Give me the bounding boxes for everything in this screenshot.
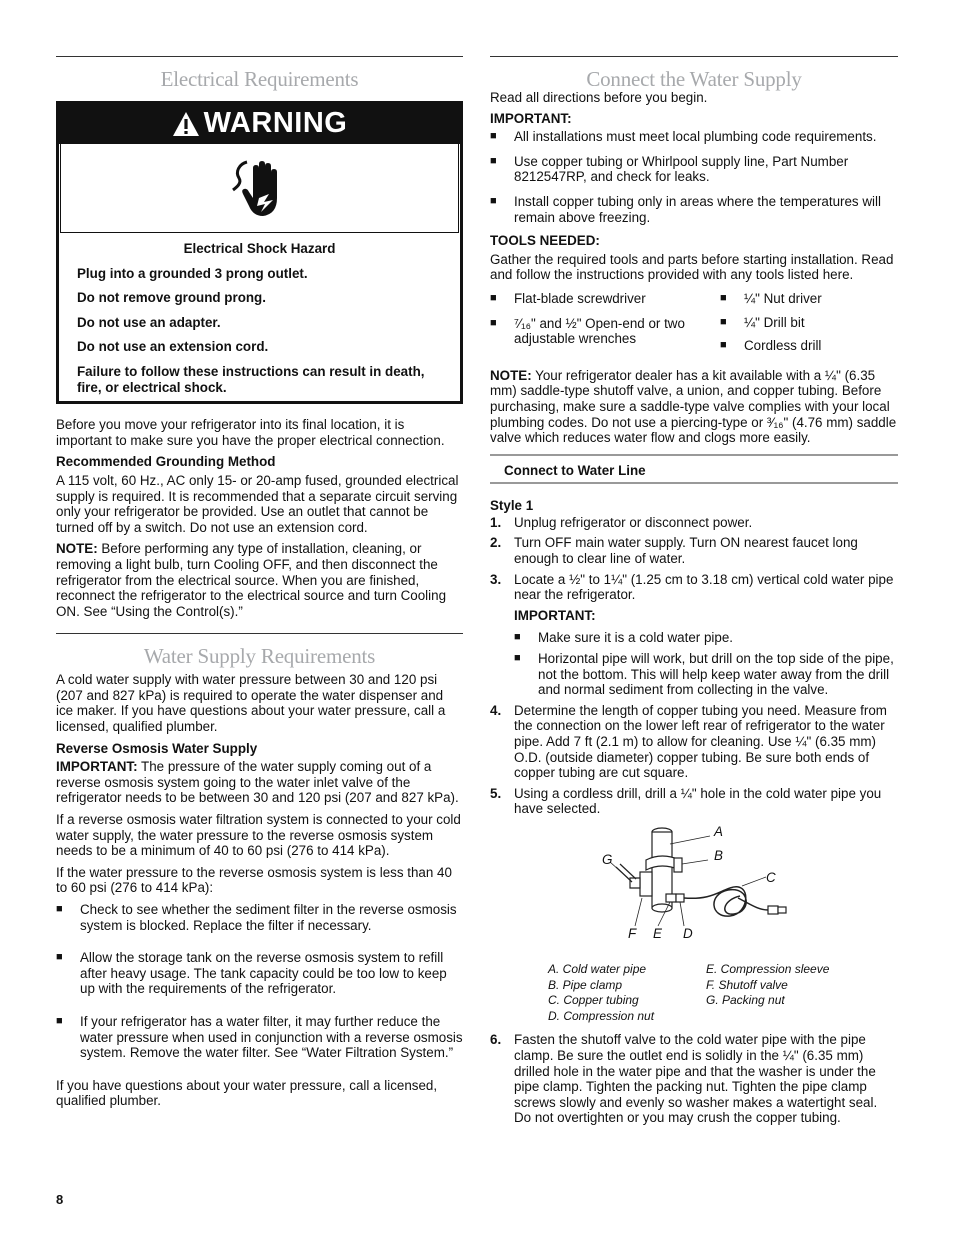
ro-important xyxy=(56,759,463,806)
important-label: IMPORTANT: xyxy=(490,110,572,126)
list-item: ■ ⁷⁄₁₆" and ½" Open-end or two adjustable wrenches xyxy=(490,316,720,347)
step-text: Fasten the shutoff valve to the cold water pipe with the pipe clamp. Be sure the outlet end is solidly in the ¼" (6.35 mm) drilled hole in the water pipe and that the washer is under the pipe clamp. Tighten the packing nut. Tighten the pipe clamp screws slowly and evenly so washer makes a watertight seal. Do not overtighten or you may crush the copper tubing. xyxy=(514,1032,878,1126)
legend-item: F. Shutoff valve xyxy=(706,977,788,992)
grounding-text: A 115 volt, 60 Hz., AC only 15- or 20-amp fused, grounded electrical supply is required. It is recommended that a separate circuit serving only your refrigerator be provided. Use an outlet that cannot be turned off by a switch. Do not use an extension cord. xyxy=(56,472,459,535)
connect-intro: Read all directions before you begin. xyxy=(490,90,708,105)
list-item: ■ All installations must meet local plumbing code requirements. xyxy=(490,129,898,145)
tools-intro: Gather the required tools and parts before starting installation. Read and follow the instructions provided with any tools listed here. xyxy=(490,251,894,283)
left-column xyxy=(56,56,463,1115)
diagram-legend xyxy=(548,962,898,1024)
water-supply-intro: A cold water supply with water pressure between 30 and 120 psi (207 and 827 kPa) is required to operate the water dispenser and ice maker. If you have questions about your water pressure, call a licensed, qualified plumber. xyxy=(56,672,446,735)
electrical-requirements-title: Electrical Requirements xyxy=(160,67,359,91)
diagram-label-a: A xyxy=(714,823,723,839)
important-label: IMPORTANT: xyxy=(56,759,138,775)
step-number: 3. xyxy=(490,571,502,587)
electrical-intro: Before you move your refrigerator into its final location, it is important to make sure you have the proper electrical connection. xyxy=(56,417,445,448)
diagram-label-f: F xyxy=(628,925,637,941)
warning-label: WARNING xyxy=(203,107,348,140)
step-number: 2. xyxy=(490,535,502,551)
section-divider xyxy=(56,633,463,634)
ro-bullet-list xyxy=(56,902,463,1061)
list-item: ■ Install copper tubing only in areas where the temperatures will remain above freezing. xyxy=(490,194,898,225)
step-item xyxy=(490,535,898,566)
legend-item: C. Copper tubing xyxy=(548,993,639,1008)
list-item: ■ Flat-blade screwdriver xyxy=(490,291,720,307)
step-item xyxy=(490,786,898,817)
tools-list-column xyxy=(490,291,720,363)
section-divider xyxy=(490,56,898,57)
shock-hazard-icon-area xyxy=(60,144,459,233)
hazard-line: Plug into a grounded 3 prong outlet. xyxy=(77,265,308,281)
kit-note xyxy=(490,368,898,446)
water-supply-closing: If you have questions about your water pressure, call a licensed, qualified plumber. xyxy=(56,1077,438,1109)
legend-item: B. Pipe clamp xyxy=(548,977,623,992)
step-text: Determine the length of copper tubing you need. Measure from the connection on the lower left rear of refrigerator to the water pipe. Add 7 ft (2.1 m) to allow for cleaning. Use ¼" (6.35 mm) O.D. (outside diameter) copper tubing. Be sure both ends of copper tubing are cut square. xyxy=(514,702,887,781)
connect-water-supply-title: Connect the Water Supply xyxy=(586,67,802,91)
ro-paragraph: If the water pressure to the reverse osmosis system is less than 40 to 60 psi (276 to 414 kPa): xyxy=(56,864,452,896)
note-label: NOTE: xyxy=(56,541,98,557)
step-item xyxy=(490,703,898,781)
step-text: Locate a ½" to 1¼" (1.25 cm to 3.18 cm) vertical cold water pipe near the refrigerator. xyxy=(514,571,894,603)
ro-important-text: The pressure of the water supply coming out of a reverse osmosis system going to the water inlet valve of the refrigerator needs to be between 30 and 120 psi (207 and 827 kPa). xyxy=(56,759,459,806)
step-text: Turn OFF main water supply. Turn ON nearest faucet long enough to clear line of water. xyxy=(514,535,858,567)
note-label: NOTE: xyxy=(490,367,532,383)
important-bullet-list xyxy=(490,129,898,225)
connect-to-water-line-heading: Connect to Water Line xyxy=(490,454,898,485)
hazard-line: Do not remove ground prong. xyxy=(77,290,266,306)
step-number: 5. xyxy=(490,785,502,801)
diagram-label-g: G xyxy=(602,851,613,867)
legend-item xyxy=(706,1009,846,1025)
steps-list-continued xyxy=(490,1032,898,1126)
list-item: ■ Use copper tubing or Whirlpool supply line, Part Number 8212547RP, and check for leaks. xyxy=(490,154,898,185)
step3-bullet-list xyxy=(514,630,898,697)
section-divider xyxy=(56,56,463,57)
list-item: ■ Cordless drill xyxy=(720,338,890,354)
diagram-label-d: D xyxy=(683,925,693,941)
hazard-line: Do not use an extension cord. xyxy=(77,339,269,355)
valve-diagram xyxy=(490,822,898,962)
step-number: 6. xyxy=(490,1032,502,1048)
electric-shock-hand-icon xyxy=(225,156,295,220)
hazard-line: Do not use an adapter. xyxy=(77,314,221,330)
warning-text xyxy=(59,233,460,401)
step-item xyxy=(490,572,898,698)
list-item: ■ Make sure it is a cold water pipe. xyxy=(514,630,898,646)
hazard-line: Failure to follow these instructions can result in death, fire, or electrical shock. xyxy=(77,363,425,395)
list-item: ■ ¼" Drill bit xyxy=(720,315,890,331)
legend-item: E. Compression sleeve xyxy=(706,961,830,976)
legend-item: A. Cold water pipe xyxy=(548,961,647,976)
ro-heading: Reverse Osmosis Water Supply xyxy=(56,740,258,756)
water-supply-requirements-title: Water Supply Requirements xyxy=(143,644,376,669)
tools-needed-label: TOOLS NEEDED: xyxy=(490,233,600,249)
list-item: ■ If your refrigerator has a water filter, it may further reduce the water pressure when used in conjunction with a reverse osmosis system. Remove the water filter. See “Water Filtration System.” xyxy=(56,1014,463,1061)
tools-list xyxy=(490,291,898,363)
list-item: ■ ¼" Nut driver xyxy=(720,291,890,307)
warning-header xyxy=(59,104,460,144)
note-text: Before performing any type of installation, cleaning, or removing a light bulb, turn Cooling OFF, and then disconnect the refrigerator from the electrical source. When you are finished, reconnect the refrigerator to the electrical source and turn Cooling ON. See “Using the Control(s).” xyxy=(56,541,447,619)
list-item: ■ Check to see whether the sediment filter in the reverse osmosis system is blocked. Replace the filter if necessary. xyxy=(56,902,463,933)
list-item: ■ Allow the storage tank on the reverse osmosis system to refill after heavy usage. The tank capacity could be too low to keep up with the requirements of the refrigerator. xyxy=(56,950,463,997)
list-item: ■ Horizontal pipe will work, but drill on the top side of the pipe, not the bottom. This will help keep water away from the drill and normal sediment from collecting in the valve. xyxy=(514,651,898,698)
right-column xyxy=(490,56,898,1131)
electrical-note xyxy=(56,541,463,619)
warning-triangle-icon xyxy=(172,111,200,137)
tools-list-column xyxy=(720,291,890,363)
legend-item: D. Compression nut xyxy=(548,1008,655,1023)
hazard-title: Electrical Shock Hazard xyxy=(183,241,336,256)
important-label: IMPORTANT: xyxy=(514,607,596,623)
grounding-heading: Recommended Grounding Method xyxy=(56,454,276,470)
step-number: 4. xyxy=(490,702,502,718)
step-item xyxy=(490,1032,898,1126)
warning-box xyxy=(56,101,463,404)
page-number: 8 xyxy=(56,1192,64,1207)
step-number: 1. xyxy=(490,514,502,530)
diagram-label-c: C xyxy=(766,869,776,885)
style-heading: Style 1 xyxy=(490,498,534,514)
steps-list xyxy=(490,515,898,817)
shutoff-valve-diagram-illustration xyxy=(490,822,898,962)
kit-note-text: Your refrigerator dealer has a kit available with a ¼" (6.35 mm) saddle-type shutoff valve, a union, and copper tubing. Before purchasing, make sure a saddle-type valve complies with your local plumbing codes. Do not use a piercing-type or ³⁄₁₆" (4.76 mm) saddle valve which reduces water flow and clogs more easily. xyxy=(490,367,897,446)
step-text: Using a cordless drill, drill a ¼" hole in the cold water pipe you have selected. xyxy=(514,785,882,817)
ro-paragraph: If a reverse osmosis water filtration system is connected to your cold water supply, the water pressure to the reverse osmosis system needs to be a minimum of 40 to 60 psi (276 to 414 kPa). xyxy=(56,812,461,859)
legend-item: G. Packing nut xyxy=(706,993,785,1008)
diagram-label-b: B xyxy=(714,847,723,863)
step-item xyxy=(490,515,898,531)
diagram-label-e: E xyxy=(653,925,662,941)
step-text: Unplug refrigerator or disconnect power. xyxy=(514,514,753,530)
